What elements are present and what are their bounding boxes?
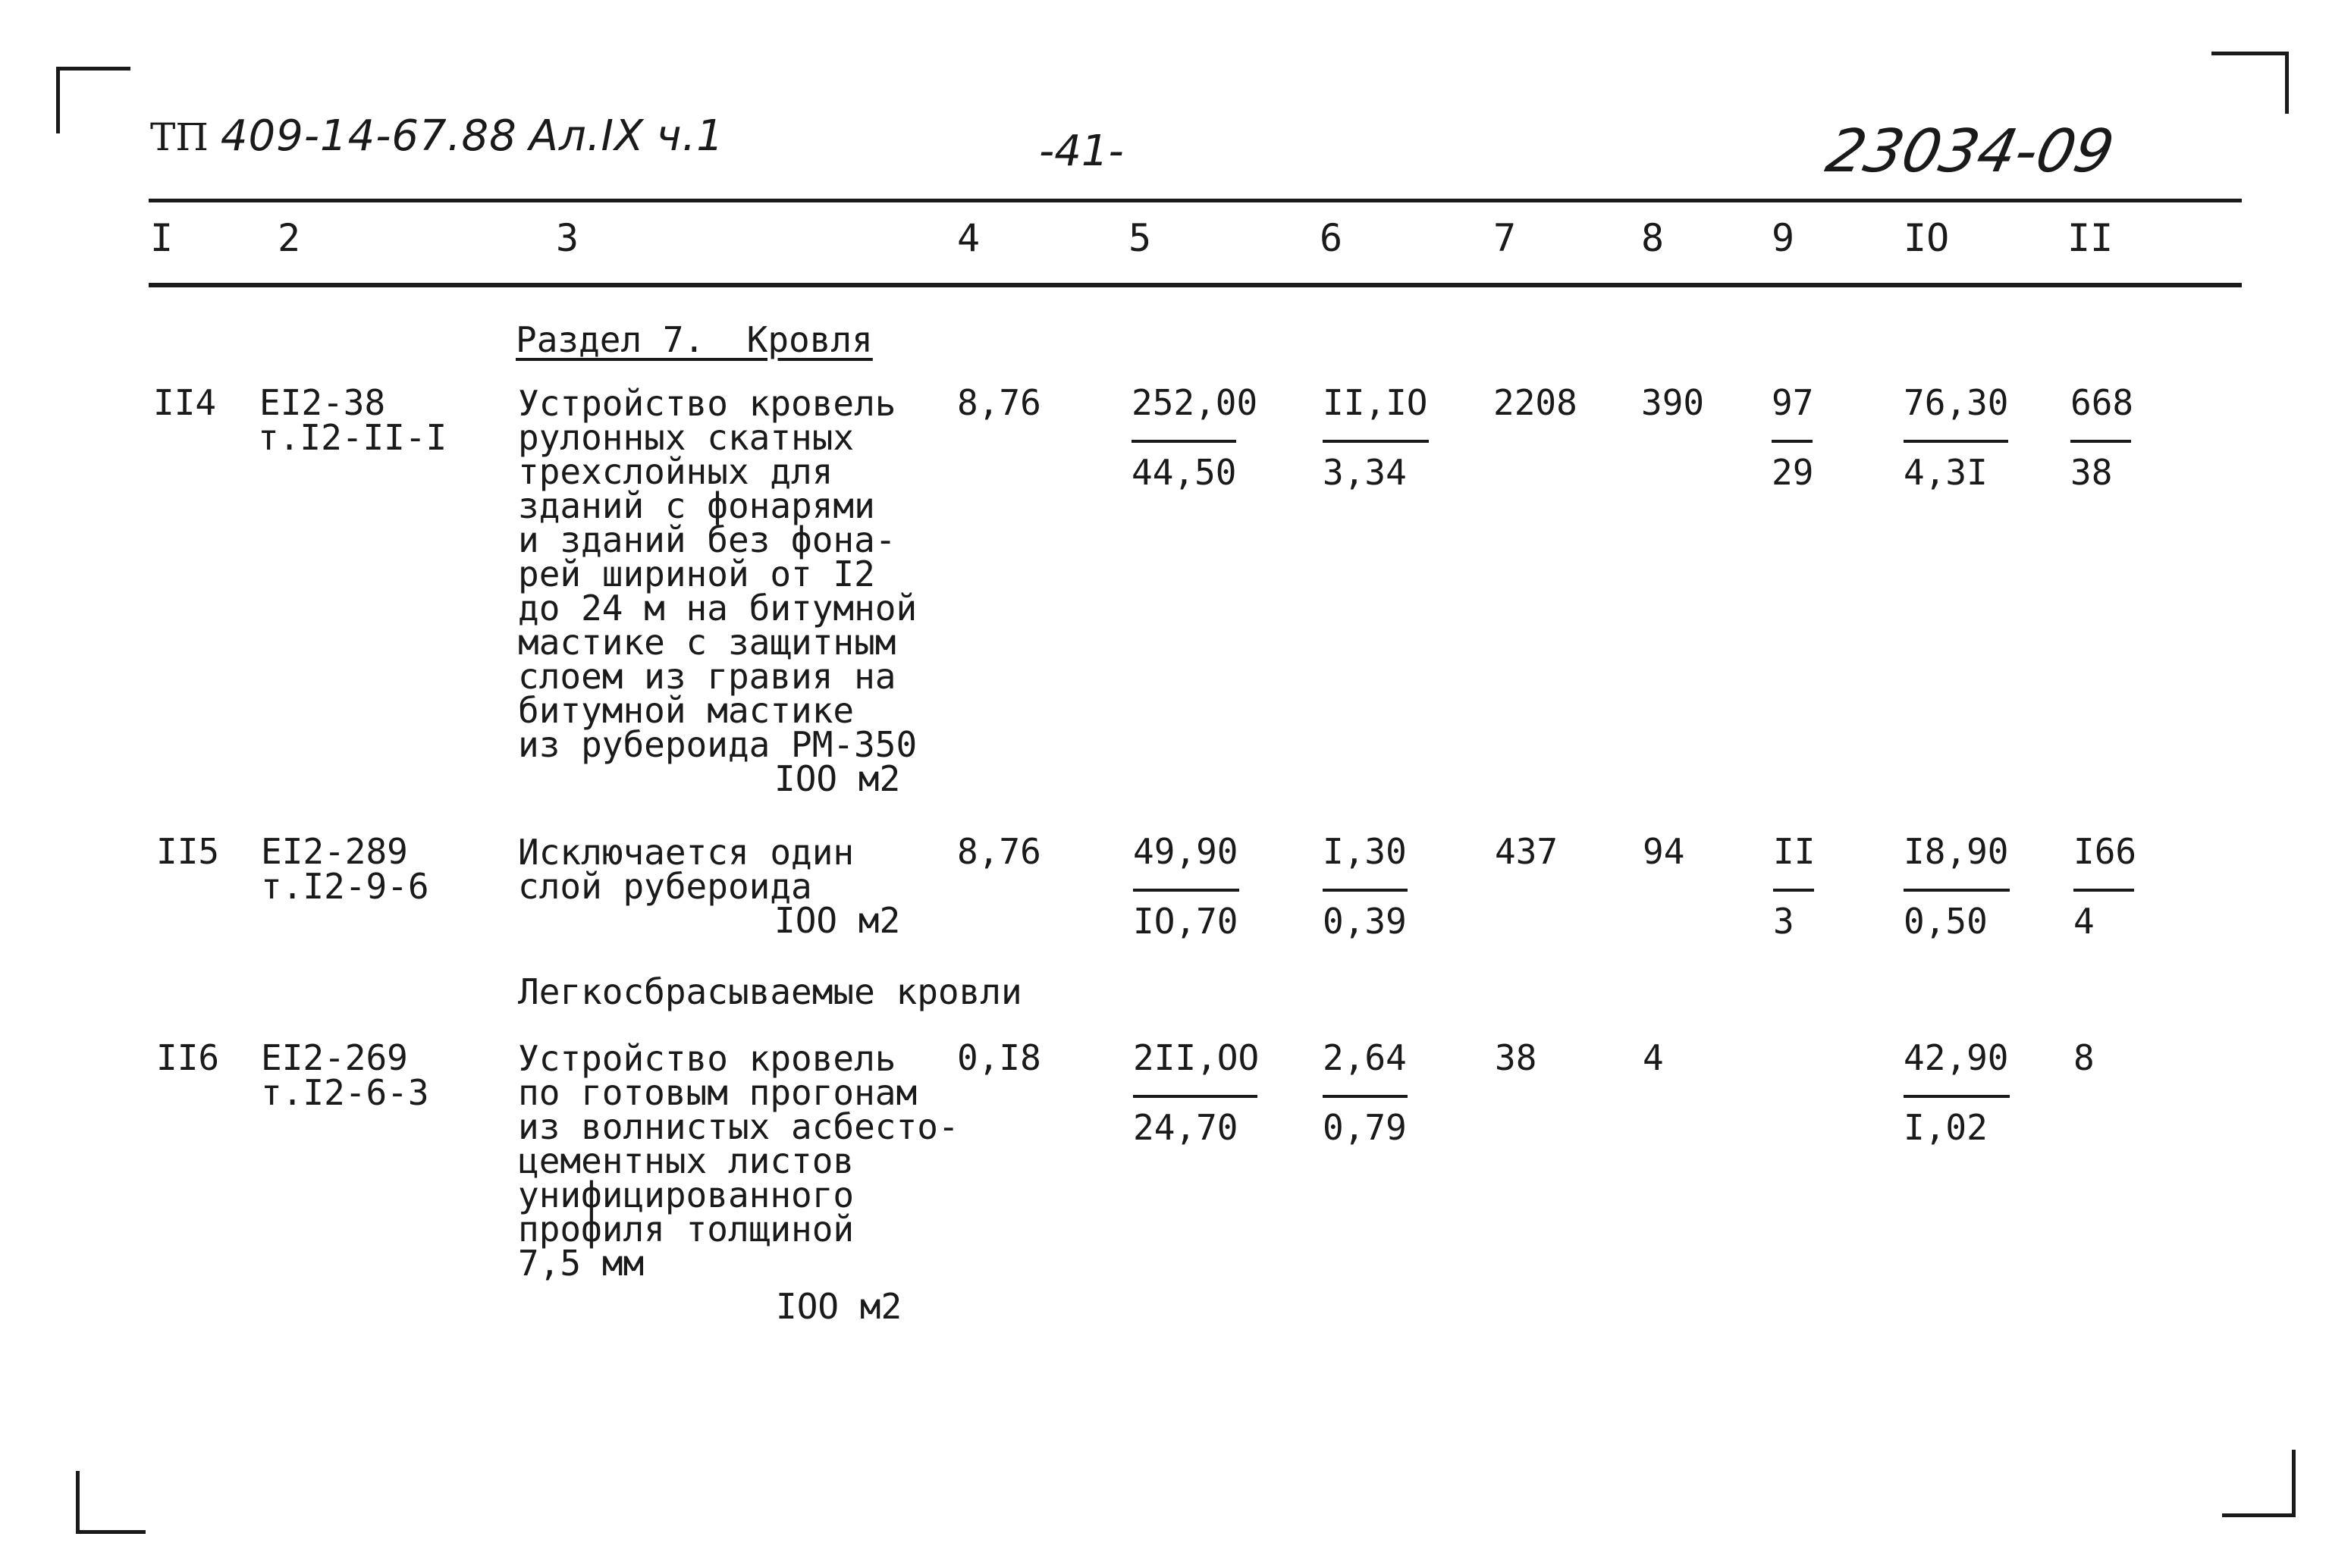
cost-wages: 44,50 (1132, 452, 1237, 493)
fraction-line (1904, 440, 2008, 443)
corner-mark-bottom-left-h (76, 1530, 146, 1534)
wages-total: 94 (1643, 831, 1685, 872)
row-code-table: т.I2-9-6 (261, 866, 429, 907)
fraction-line (1773, 889, 1814, 892)
labor-machinists-total: 38 (2070, 452, 2113, 493)
album-number: Ал.IX (529, 111, 645, 161)
description-line: Устройство кровель (518, 1038, 896, 1079)
total-cost: 437 (1495, 831, 1558, 872)
labor-per-unit: 42,90 (1904, 1037, 2009, 1078)
description-line: рулонных скатных (518, 417, 855, 458)
cost-machines: I,30 (1323, 831, 1407, 872)
description-line: из волнистых асбесто- (518, 1106, 959, 1147)
machines-wages-total: 29 (1772, 452, 1814, 493)
labor-total: 668 (2070, 382, 2134, 423)
labor-machinists-total: 4 (2073, 901, 2095, 942)
description-line: слоем из гравия на (518, 656, 896, 697)
column-number-6: 6 (1320, 216, 1343, 260)
corner-mark-top-right-v (2285, 52, 2289, 114)
row-description (518, 383, 918, 799)
corner-mark-bottom-right-v (2292, 1450, 2296, 1516)
labor-machinists-per-unit: 4,3I (1904, 452, 1988, 493)
wages-total: 390 (1641, 382, 1705, 423)
labor-machinists-per-unit: I,02 (1904, 1107, 1988, 1148)
description-line: унифицированного (518, 1174, 855, 1215)
column-number-10: IO (1904, 216, 1950, 260)
machines-wages-total: 3 (1773, 901, 1794, 942)
fraction-line (1133, 1095, 1257, 1098)
cost-wages: 24,70 (1133, 1107, 1238, 1148)
fraction-line (1132, 440, 1236, 443)
column-number-5: 5 (1128, 216, 1152, 260)
header-bottom-rule (149, 283, 2242, 287)
column-number-2: 2 (278, 216, 301, 260)
top-rule (149, 199, 2242, 202)
handwritten-inventory-number: 23034-09 (1820, 118, 2120, 186)
fraction-line (2070, 440, 2131, 443)
description-line: битумной мастике (518, 690, 855, 731)
row-description (518, 1038, 959, 1327)
column-number-1: I (150, 216, 174, 260)
column-number-11: II (2067, 216, 2114, 260)
row-code-table: т.I2-6-3 (261, 1072, 429, 1113)
fraction-line (1323, 889, 1408, 892)
description-line: из рубероида РМ-350 (518, 724, 918, 765)
column-number-4: 4 (957, 216, 981, 260)
document-designation (150, 111, 724, 161)
cost-machines-wages: 3,34 (1323, 452, 1407, 493)
total-cost: 38 (1495, 1037, 1537, 1078)
row-id: II5 (156, 831, 220, 872)
part-number: ч.1 (656, 111, 724, 161)
description-line: Устройство кровель (518, 383, 896, 424)
description-line: рей шириной от I2 (518, 554, 875, 594)
corner-mark-bottom-left-v (76, 1471, 80, 1533)
description-line: по готовым прогонам (518, 1072, 918, 1113)
row-code: EI2-269 (261, 1037, 408, 1078)
labor-total: 8 (2073, 1037, 2095, 1078)
description-line: трехслойных для (518, 451, 833, 492)
cost-machines-wages: 0,39 (1323, 901, 1407, 942)
corner-mark-top-left-v (56, 67, 60, 133)
fraction-line (1133, 889, 1239, 892)
row-code-table: т.I2-II-I (258, 417, 447, 458)
row-code: EI2-38 (259, 382, 386, 423)
quantity: 0,I8 (957, 1037, 1041, 1078)
fraction-line (1323, 1095, 1408, 1098)
fraction-line (1323, 440, 1429, 443)
description-line: и зданий без фона- (518, 519, 896, 560)
wages-total: 4 (1643, 1037, 1664, 1078)
column-number-3: 3 (556, 216, 579, 260)
total-cost: 2208 (1493, 382, 1577, 423)
page-number: -41- (1039, 127, 1124, 176)
cost-total: 2II,OO (1133, 1037, 1260, 1078)
unit-of-measure: IOO м2 (774, 758, 901, 799)
cost-machines-wages: 0,79 (1323, 1107, 1407, 1148)
row-code: EI2-289 (261, 831, 408, 872)
unit-of-measure: IOO м2 (774, 900, 901, 941)
cost-total: 49,90 (1133, 831, 1238, 872)
cost-total: 252,00 (1132, 382, 1258, 423)
row-id: II4 (153, 382, 217, 423)
cost-machines: II,IO (1323, 382, 1428, 423)
description-line: слой рубероида (518, 866, 812, 907)
description-line: мастике с защитным (518, 622, 896, 663)
cost-machines: 2,64 (1323, 1037, 1407, 1078)
labor-machinists-per-unit: 0,50 (1904, 901, 1988, 942)
description-line: профиля толщиной (518, 1209, 855, 1250)
description-line: Исключается один (518, 832, 855, 873)
quantity: 8,76 (957, 831, 1041, 872)
labor-per-unit: I8,90 (1904, 831, 2009, 872)
labor-total: I66 (2073, 831, 2137, 872)
cost-wages: IO,70 (1133, 901, 1238, 942)
unit-of-measure: IOO м2 (776, 1286, 902, 1327)
corner-mark-bottom-right-h (2222, 1513, 2296, 1517)
corner-mark-top-right-h (2211, 52, 2289, 55)
fraction-line (1772, 440, 1813, 443)
quantity: 8,76 (957, 382, 1041, 423)
section-title: Раздел 7. Кровля (516, 319, 873, 360)
fraction-line (2073, 889, 2134, 892)
row-id: II6 (156, 1037, 220, 1078)
row-description (518, 832, 901, 941)
fraction-line (1904, 889, 2010, 892)
corner-mark-top-left-h (56, 67, 130, 71)
description-line: цементных листов (518, 1140, 855, 1181)
column-number-9: 9 (1772, 216, 1795, 260)
labor-per-unit: 76,30 (1904, 382, 2009, 423)
description-line: до 24 м на битумной (518, 588, 918, 629)
doc-code: 409-14-67.88 (220, 111, 517, 161)
description-line: зданий с фонарями (518, 485, 875, 526)
fraction-line (1904, 1095, 2010, 1098)
machines-total: II (1773, 831, 1816, 872)
subsection-title: Легкосбрасываемые кровли (518, 971, 1022, 1012)
column-number-7: 7 (1493, 216, 1517, 260)
description-line: 7,5 мм (518, 1243, 645, 1284)
machines-total: 97 (1772, 382, 1814, 423)
doc-prefix: ТП (150, 115, 209, 159)
column-number-8: 8 (1641, 216, 1665, 260)
